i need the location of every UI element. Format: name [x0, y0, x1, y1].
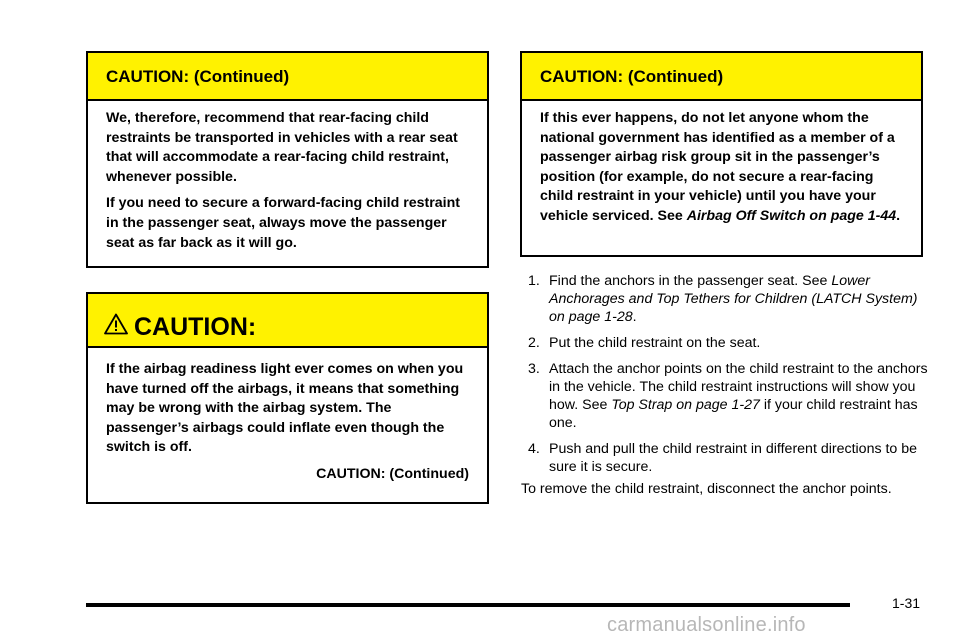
cross-reference-link[interactable]: Airbag Off Switch on page 1-44 [686, 207, 897, 224]
caution-box-airbag-light [86, 292, 489, 504]
caution-paragraph: If the airbag readiness light ever comes on when you have turned off the airbags, it means that something may be wrong with the airbag system. The passenger’s airbags could inflate even though the switch is off. [106, 361, 464, 456]
footer-rule [86, 603, 850, 607]
page-number: 1-31 [892, 595, 921, 611]
caution-box-continued-left [86, 51, 489, 268]
step-item: 2. Put the child restraint on the seat. [528, 335, 761, 351]
caution-header [88, 294, 487, 348]
caution-paragraph: We, therefore, recommend that rear-facing child restraints be transported in vehicles with a rear seat that will accommodate a rear-facing child restraint, whenever possible. [106, 110, 458, 185]
closing-paragraph: To remove the child restraint, disconnect the anchor points. [521, 481, 892, 497]
step-item: 4. Push and pull the child restraint in different directions to be sure it is secure. [528, 441, 918, 475]
instruction-steps [521, 272, 931, 484]
caution-header: CAUTION: (Continued) [522, 53, 921, 101]
cross-reference-link[interactable]: Lower Anchorages and Top Tethers for Children (LATCH System) on page 1-28 [549, 273, 918, 325]
cross-reference-link[interactable]: Top Strap on page 1-27 [611, 397, 760, 413]
caution-box-continued-right [520, 51, 923, 257]
step-item: 3. Attach the anchor points on the child restraint to the anchors in the vehicle. The child restraint instructions will show you how. See Top Strap on page 1-27 if your child restraint has one. [528, 361, 928, 431]
caution-continued-label: CAUTION: (Continued) [316, 465, 469, 482]
caution-paragraph: If you need to secure a forward-facing child restraint in the passenger seat, always move the passenger seat as far back as it will go. [106, 195, 460, 251]
watermark: carmanualsonline.info [607, 614, 806, 636]
caution-paragraph: If this ever happens, do not let anyone whom the national government has identified as a member of a passenger airbag risk group sit in the passenger’s position (for example, do not secure a rear-facing child restraint in your vehicle) until you have your vehicle serviced. See Airbag Off Switch on page 1-44. [540, 110, 901, 224]
caution-header: CAUTION: (Continued) [88, 53, 487, 101]
step-item: 1. Find the anchors in the passenger seat. See Lower Anchorages and Top Tethers for Children (LATCH System) on page 1-28. [528, 273, 918, 325]
caution-title: CAUTION: [134, 312, 257, 341]
warning-triangle-icon [104, 313, 128, 335]
